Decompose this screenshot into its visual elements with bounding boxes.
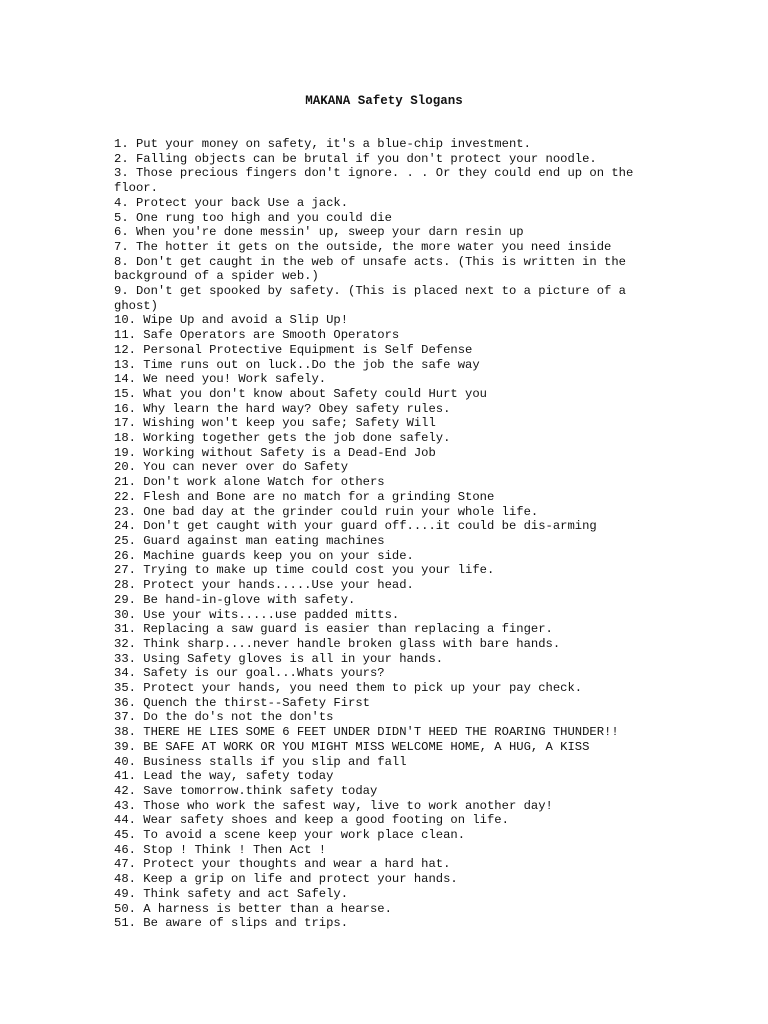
slogan-line: 13. Time runs out on luck..Do the job the safe way: [114, 357, 480, 372]
slogan-line: 4. Protect your back Use a jack.: [114, 195, 349, 210]
slogan-line: 3. Those precious fingers don't ignore. . . Or they could end up on the: [114, 166, 634, 181]
slogan-line: ghost): [114, 298, 158, 313]
slogan-line: 51. Be aware of slips and trips.: [114, 916, 349, 931]
slogan-line: 24. Don't get caught with your guard off....it could be dis-arming: [114, 519, 597, 534]
slogan-line: floor.: [114, 181, 158, 196]
slogan-line: 8. Don't get caught in the web of unsafe acts. (This is written in the: [114, 254, 626, 269]
slogan-line: 39. BE SAFE AT WORK OR YOU MIGHT MISS WELCOME HOME, A HUG, A KISS: [114, 739, 590, 754]
slogan-line: 6. When you're done messin' up, sweep your darn resin up: [114, 225, 524, 240]
slogan-line: 20. You can never over do Safety: [114, 460, 349, 475]
slogan-line: 30. Use your wits.....use padded mitts.: [114, 607, 400, 622]
slogan-line: 12. Personal Protective Equipment is Self Defense: [114, 342, 473, 357]
slogan-line: background of a spider web.): [114, 269, 319, 284]
slogan-line: 15. What you don't know about Safety could Hurt you: [114, 386, 487, 401]
slogan-line: 25. Guard against man eating machines: [114, 533, 385, 548]
slogan-line: 22. Flesh and Bone are no match for a grinding Stone: [114, 489, 495, 504]
slogan-line: 19. Working without Safety is a Dead-End Job: [114, 445, 436, 460]
slogan-line: 14. We need you! Work safely.: [114, 372, 327, 387]
slogan-line: 28. Protect your hands.....Use your head.: [114, 578, 414, 593]
slogan-line: 11. Safe Operators are Smooth Operators: [114, 328, 400, 343]
slogan-line: 42. Save tomorrow.think safety today: [114, 783, 378, 798]
slogan-line: 16. Why learn the hard way? Obey safety rules.: [114, 401, 451, 416]
slogan-line: 35. Protect your hands, you need them to pick up your pay check.: [114, 681, 583, 696]
slogan-line: 17. Wishing won't keep you safe; Safety Will: [114, 416, 436, 431]
slogan-line: 29. Be hand-in-glove with safety.: [114, 592, 356, 607]
slogan-line: 46. Stop ! Think ! Then Act !: [114, 842, 327, 857]
slogan-line: 47. Protect your thoughts and wear a hard hat.: [114, 857, 451, 872]
slogan-line: 44. Wear safety shoes and keep a good footing on life.: [114, 813, 509, 828]
slogan-line: 1. Put your money on safety, it's a blue-chip investment.: [114, 137, 531, 151]
slogan-line: 40. Business stalls if you slip and fall: [114, 754, 407, 769]
slogan-line: 49. Think safety and act Safely.: [114, 886, 349, 901]
slogan-line: 43. Those who work the safest way, live to work another day!: [114, 798, 553, 813]
slogan-line: 36. Quench the thirst--Safety First: [114, 695, 370, 710]
slogan-line: 34. Safety is our goal...Whats yours?: [114, 666, 385, 681]
slogan-line: 21. Don't work alone Watch for others: [114, 475, 385, 490]
slogan-list: [114, 137, 654, 931]
slogan-line: 50. A harness is better than a hearse.: [114, 901, 392, 916]
slogan-line: 23. One bad day at the grinder could ruin your whole life.: [114, 504, 539, 519]
slogan-line: 18. Working together gets the job done safely.: [114, 431, 451, 446]
slogan-line: 48. Keep a grip on life and protect your hands.: [114, 872, 458, 887]
slogan-line: 7. The hotter it gets on the outside, the more water you need inside: [114, 239, 612, 254]
document-title: MAKANA Safety Slogans: [305, 94, 463, 108]
slogan-line: 9. Don't get spooked by safety. (This is placed next to a picture of a: [114, 284, 626, 299]
slogan-line: 27. Trying to make up time could cost you your life.: [114, 563, 495, 578]
slogan-line: 45. To avoid a scene keep your work place clean.: [114, 828, 466, 843]
slogan-line: 26. Machine guards keep you on your side.: [114, 548, 414, 563]
slogan-line: 2. Falling objects can be brutal if you don't protect your noodle.: [114, 151, 597, 166]
slogan-line: 38. THERE HE LIES SOME 6 FEET UNDER DIDN'T HEED THE ROARING THUNDER!!: [114, 725, 619, 740]
slogan-line: 10. Wipe Up and avoid a Slip Up!: [114, 313, 349, 328]
slogan-line: 32. Think sharp....never handle broken glass with bare hands.: [114, 636, 561, 651]
slogan-line: 33. Using Safety gloves is all in your hands.: [114, 651, 444, 666]
slogan-line: 41. Lead the way, safety today: [114, 769, 334, 784]
slogan-line: 31. Replacing a saw guard is easier than replacing a finger.: [114, 622, 553, 637]
slogan-line: 37. Do the do's not the don'ts: [114, 710, 334, 725]
slogan-line: 5. One rung too high and you could die: [114, 210, 392, 225]
